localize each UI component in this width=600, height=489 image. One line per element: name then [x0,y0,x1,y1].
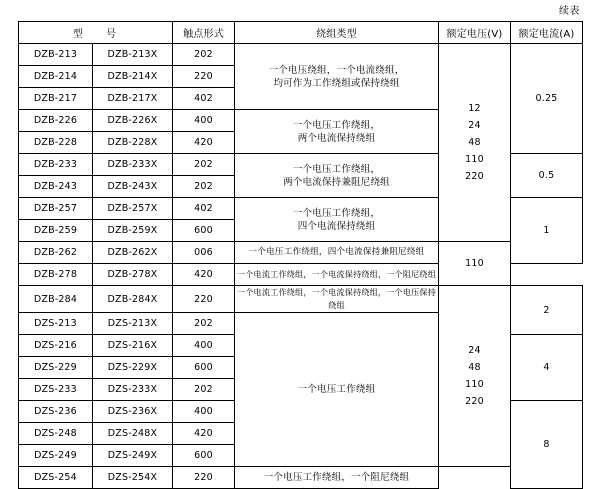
column-header-current: 额定电流(A) [511,22,583,44]
table-row [19,242,583,264]
cell-winding [235,44,439,110]
cell-model2: DZS-254X [93,467,173,489]
cell-model1: DZS-213 [19,313,93,335]
voltage-110: 110 [465,154,484,165]
cell-model1: DZB-233 [19,154,93,176]
cell-model1: DZS-248 [19,423,93,445]
table-header-row [19,22,583,44]
column-header-winding: 绕组类型 [235,22,439,44]
cell-current-025: 0.25 [511,44,583,154]
continued-label: 续表 [559,6,580,17]
cell-winding: 一个电压工作绕组，一个阻尼绕组 [235,467,439,489]
cell-contact: 202 [173,154,235,176]
cell-model1: DZB-259 [19,220,93,242]
cell-contact: 400 [173,401,235,423]
voltage-48: 48 [468,137,481,148]
cell-model2: DZB-262X [93,242,173,264]
cell-contact: 202 [173,176,235,198]
cell-contact: 420 [173,132,235,154]
cell-current-4: 4 [511,335,583,401]
cell-model1: DZB-257 [19,198,93,220]
voltage-220: 220 [465,396,484,407]
cell-contact: 202 [173,313,235,335]
cell-contact: 220 [173,286,235,313]
winding-line-2: 两个电流保持兼阻尼绕组 [283,176,390,188]
cell-model1: DZB-217 [19,88,93,110]
cell-contact: 402 [173,198,235,220]
winding-line-1: 一个电压工作绕组， [292,119,381,131]
cell-winding: 一个电压工作绕组 [235,313,439,467]
cell-model2: DZB-284X [93,286,173,313]
table-row [19,467,583,489]
cell-model1: DZS-233 [19,379,93,401]
cell-winding [235,154,439,198]
cell-model1: DZB-278 [19,264,93,286]
cell-model2: DZB-217X [93,88,173,110]
column-header-contact: 触点形式 [173,22,235,44]
cell-current-2: 2 [511,286,583,335]
cell-contact: 400 [173,335,235,357]
cell-model1: DZB-228 [19,132,93,154]
voltage-110: 110 [465,379,484,390]
column-header-model [19,22,173,44]
cell-contact: 600 [173,357,235,379]
cell-contact: 420 [173,423,235,445]
cell-voltage-110: 110 [439,242,511,286]
cell-model1: DZS-216 [19,335,93,357]
cell-model1: DZS-229 [19,357,93,379]
cell-winding: 一个电压工作绕组，四个电流保持兼阻尼绕组 [235,242,439,264]
winding-line-2: 四个电流保持绕组 [297,220,376,232]
cell-model2: DZS-236X [93,401,173,423]
cell-model2: DZB-243X [93,176,173,198]
cell-model2: DZS-216X [93,335,173,357]
cell-model1: DZS-254 [19,467,93,489]
cell-contact: 400 [173,110,235,132]
cell-winding [235,110,439,154]
cell-model2: DZB-228X [93,132,173,154]
table-row [19,286,583,313]
cell-contact: 420 [173,264,235,286]
cell-winding: 一个电流工作绕组，一个电流保持绕组，一个电压保持绕组 [235,286,439,313]
winding-line-2: 均可作为工作绕组或保持绕组 [273,77,400,89]
winding-line-1: 一个电压绕组，一个电流绕组， [268,64,405,76]
cell-current-8: 8 [511,401,583,489]
specification-table [18,21,583,489]
voltage-48: 48 [468,362,481,373]
table-row [19,44,583,66]
column-header-model-label: 型 号 [72,29,127,40]
voltage-24: 24 [468,120,481,131]
cell-contact: 202 [173,379,235,401]
cell-model2: DZS-213X [93,313,173,335]
cell-model2: DZB-233X [93,154,173,176]
cell-model2: DZB-226X [93,110,173,132]
cell-model2: DZB-257X [93,198,173,220]
winding-line-2: 两个电流保持绕组 [297,132,376,144]
cell-voltage-group-1 [439,44,511,242]
cell-model1: DZB-243 [19,176,93,198]
cell-current-05: 0.5 [511,154,583,198]
cell-current-1: 1 [511,198,583,264]
cell-contact: 006 [173,242,235,264]
voltage-12: 12 [468,103,481,114]
cell-model1: DZB-213 [19,44,93,66]
voltage-24: 24 [468,345,481,356]
column-header-voltage: 额定电压(V) [439,22,511,44]
cell-model2: DZB-278X [93,264,173,286]
cell-contact: 600 [173,220,235,242]
cell-model2: DZB-213X [93,44,173,66]
cell-model1: DZB-262 [19,242,93,264]
winding-line-1: 一个电压工作绕组， [292,163,381,175]
cell-model2: DZS-229X [93,357,173,379]
cell-model1: DZS-249 [19,445,93,467]
cell-model2: DZS-248X [93,423,173,445]
cell-model1: DZB-226 [19,110,93,132]
cell-contact: 220 [173,467,235,489]
cell-voltage-group-2 [439,286,511,467]
cell-model2: DZB-214X [93,66,173,88]
cell-contact: 600 [173,445,235,467]
cell-model2: DZS-233X [93,379,173,401]
cell-model1: DZB-214 [19,66,93,88]
winding-line-1: 一个电压工作绕组， [292,207,381,219]
cell-contact: 202 [173,44,235,66]
cell-model1: DZS-236 [19,401,93,423]
cell-contact: 220 [173,66,235,88]
cell-winding: 一个电流工作绕组，一个电流保持绕组，一个阻尼绕组 [235,264,439,286]
cell-model2: DZB-259X [93,220,173,242]
voltage-220: 220 [465,171,484,182]
cell-winding [235,198,439,242]
cell-model1: DZB-284 [19,286,93,313]
cell-model2: DZS-249X [93,445,173,467]
cell-contact: 402 [173,88,235,110]
